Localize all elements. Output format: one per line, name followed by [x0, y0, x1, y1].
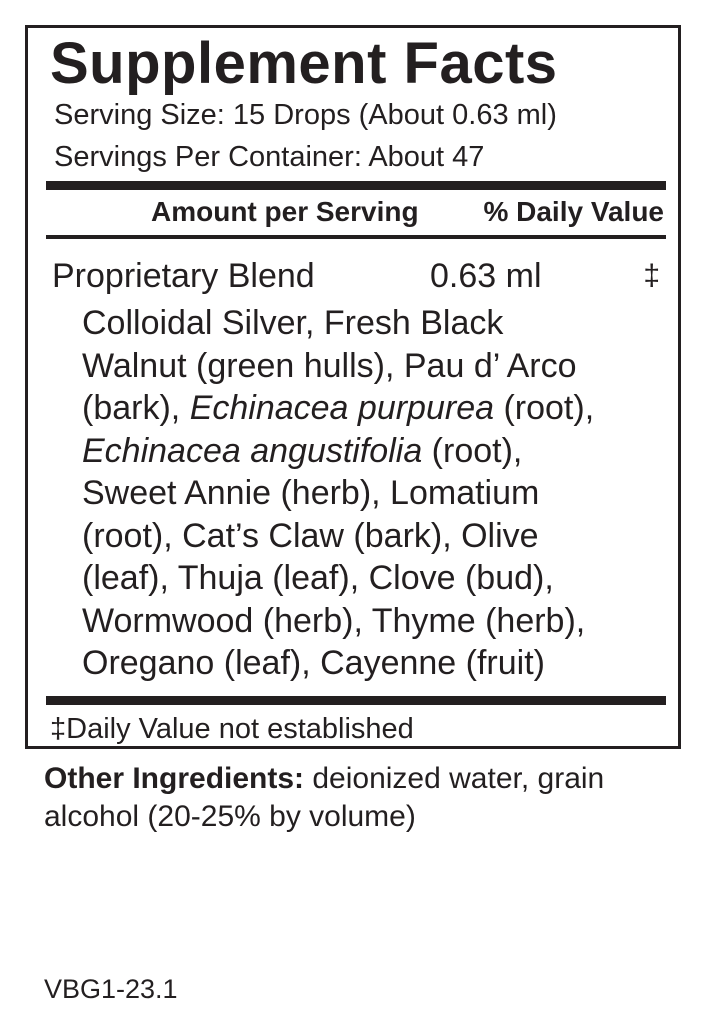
panel-title: Supplement Facts — [50, 31, 558, 96]
ingredient-list — [82, 302, 672, 685]
ingredient-line: (bark), Echinacea purpurea (root), — [82, 389, 595, 427]
supplement-facts-panel — [25, 25, 681, 749]
ingredient-line: Sweet Annie (herb), Lomatium — [82, 474, 540, 512]
daily-value-footnote: ‡Daily Value not established — [50, 713, 414, 745]
other-ingredients-text: alcohol (20-25% by volume) — [44, 800, 416, 833]
footer-rule — [46, 696, 666, 705]
ingredient-line: Walnut (green hulls), Pau d’ Arco — [82, 346, 577, 385]
ingredient-line: (leaf), Thuja (leaf), Clove (bud), — [82, 559, 554, 597]
servings-per-container: Servings Per Container: About 47 — [54, 141, 485, 173]
other-ingredients-label: Other Ingredients: — [44, 762, 305, 795]
ingredient-line: (root), Cat’s Claw (bark), Olive — [82, 516, 539, 555]
amount-per-serving-header: Amount per Serving — [151, 196, 419, 227]
other-ingredients-text: deionized water, grain — [304, 762, 605, 795]
blend-amount: 0.63 ml — [430, 257, 542, 295]
daily-value-header: % Daily Value — [483, 196, 664, 227]
ingredient-line: Colloidal Silver, Fresh Black — [82, 304, 504, 342]
blend-dv-mark: ‡ — [643, 259, 660, 292]
other-ingredients — [44, 760, 684, 836]
blend-name: Proprietary Blend — [52, 257, 315, 295]
ingredient-line: Wormwood (herb), Thyme (herb), — [82, 601, 586, 640]
ingredient-line: Oregano (leaf), Cayenne (fruit) — [82, 644, 545, 682]
header-rule — [46, 181, 666, 190]
product-code: VBG1-23.1 — [44, 974, 178, 1004]
ingredient-line: Echinacea angustifolia (root), — [82, 431, 523, 470]
serving-size: Serving Size: 15 Drops (About 0.63 ml) — [54, 99, 557, 131]
column-rule — [46, 235, 666, 239]
